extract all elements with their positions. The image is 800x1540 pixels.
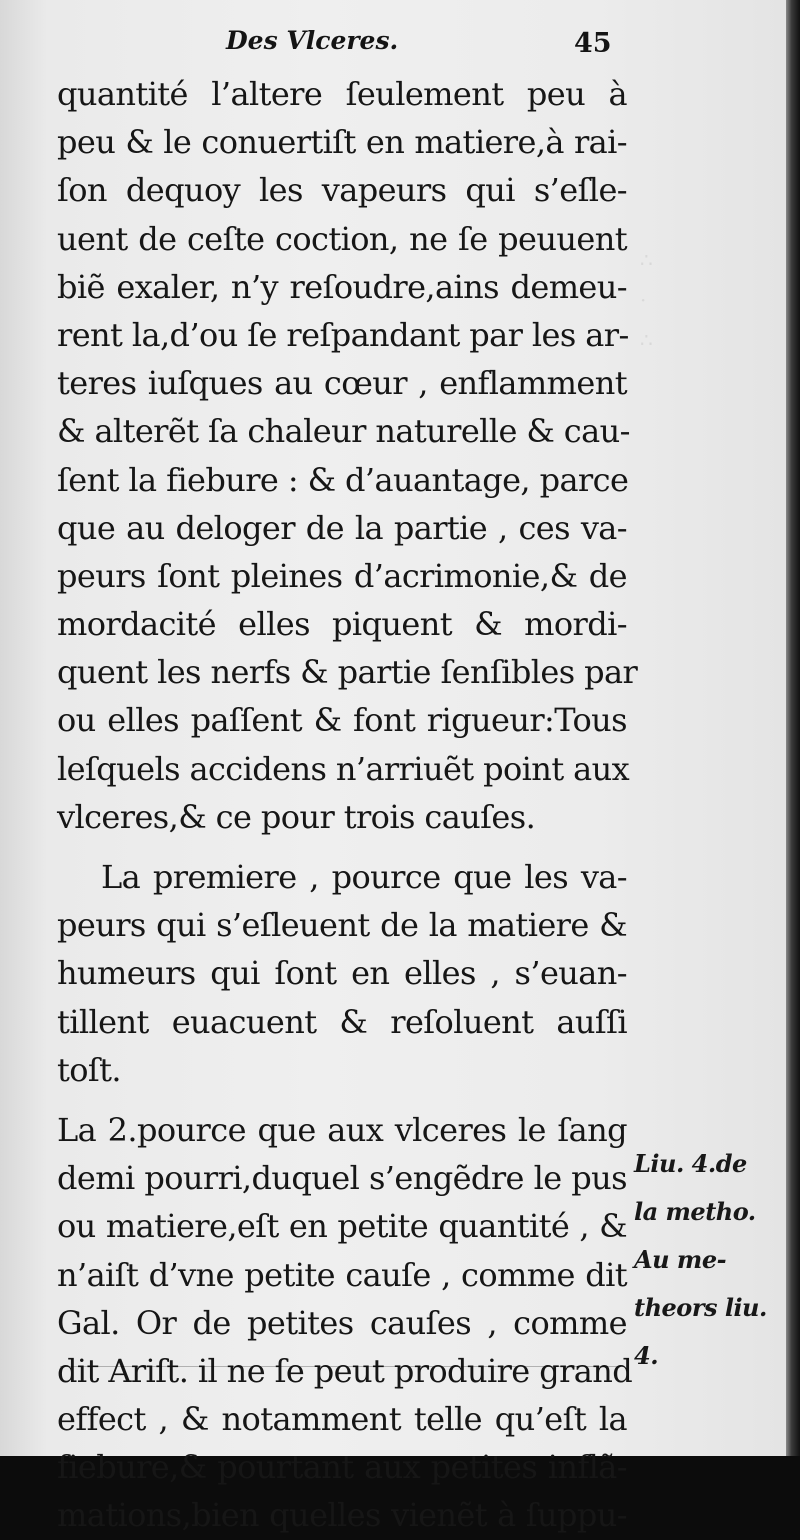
text-line: biẽ exaler, n’y reſoudre,ains demeu- bbox=[57, 267, 627, 306]
text-line: mordacité elles piquent & mordi- bbox=[57, 605, 627, 644]
text-line: peurs qui s’eſleuent de la matiere & bbox=[57, 906, 627, 945]
page-header bbox=[0, 26, 800, 66]
text-line: quantité l’altere ſeulement peu à bbox=[57, 75, 627, 113]
show-through-bleed: ∴ · ∴ bbox=[640, 248, 653, 352]
marginal-note-line: Liu. 4.de bbox=[634, 1149, 747, 1178]
text-line: ou matiere,eſt en petite quantité , & bbox=[57, 1207, 627, 1246]
bottom-rule bbox=[60, 1366, 620, 1367]
text-line: demi pourri,duquel s’engẽdre le pus bbox=[57, 1159, 627, 1198]
text-line: teres iuſques au cœur , enflamment bbox=[57, 364, 627, 403]
text-line: rent la,d’ou ſe reſpandant par les ar- bbox=[57, 315, 629, 354]
text-line: n’aiſt d’vne petite cauſe , comme dit bbox=[57, 1255, 627, 1294]
text-line: toſt. bbox=[57, 1050, 122, 1089]
marginal-note bbox=[634, 1140, 784, 1380]
marginal-note-line: 4. bbox=[634, 1341, 659, 1370]
text-line: mations,bien quelles vienẽt à ſuppu- bbox=[57, 1496, 627, 1535]
running-title: Des Vlceres. bbox=[226, 26, 399, 55]
text-line: que au deloger de la partie , ces va- bbox=[57, 508, 627, 547]
paragraph-gap bbox=[57, 841, 627, 853]
marginal-note-line: la metho. bbox=[634, 1197, 756, 1226]
text-line: La premiere , pource que les va- bbox=[101, 858, 627, 896]
text-line: & alterẽt ſa chaleur naturelle & cau- bbox=[57, 412, 630, 451]
text-line: La 2.pource que aux vlceres le ſang bbox=[57, 1110, 627, 1149]
text-line: Gal. Or de petites cauſes , comme bbox=[57, 1303, 627, 1342]
text-line: uent de ceſte coction, ne ſe peuuent bbox=[57, 219, 627, 258]
text-line: leſquels accidens n’arriuẽt point aux bbox=[57, 749, 630, 788]
page-number: 45 bbox=[574, 28, 612, 59]
text-line: dit Ariſt. il ne ſe peut produire grand bbox=[57, 1351, 633, 1390]
text-line: ſent la fiebure : & d’auantage, parce bbox=[57, 460, 629, 499]
marginal-note-line: Au me- bbox=[634, 1245, 727, 1274]
text-line: fiebure,& pourtant aux petites inflã- bbox=[57, 1448, 627, 1487]
marginal-note-line: theors liu. bbox=[634, 1293, 767, 1322]
text-line: humeurs qui ſont en elles , s’euan- bbox=[57, 954, 627, 993]
text-line: peu & le conuertiſt en matiere,à rai- bbox=[57, 123, 627, 162]
body-text bbox=[57, 70, 638, 1540]
text-line: tillent euacuent & reſoluent auſſi bbox=[57, 1002, 627, 1041]
text-line: ſon dequoy les vapeurs qui s’eſle- bbox=[57, 171, 627, 210]
page-edge-shadow bbox=[786, 0, 800, 1456]
text-line: vlceres,& ce pour trois cauſes. bbox=[57, 797, 536, 836]
text-line: effect , & notamment telle qu’eſt la bbox=[57, 1400, 627, 1439]
text-line: peurs ſont pleines d’acrimonie,& de bbox=[57, 556, 627, 595]
text-line: quent les nerfs & partie ſenſibles par bbox=[57, 653, 638, 692]
text-line: ou elles paſſent & font rigueur:Tous bbox=[57, 701, 627, 740]
paragraph-gap bbox=[57, 1094, 627, 1106]
